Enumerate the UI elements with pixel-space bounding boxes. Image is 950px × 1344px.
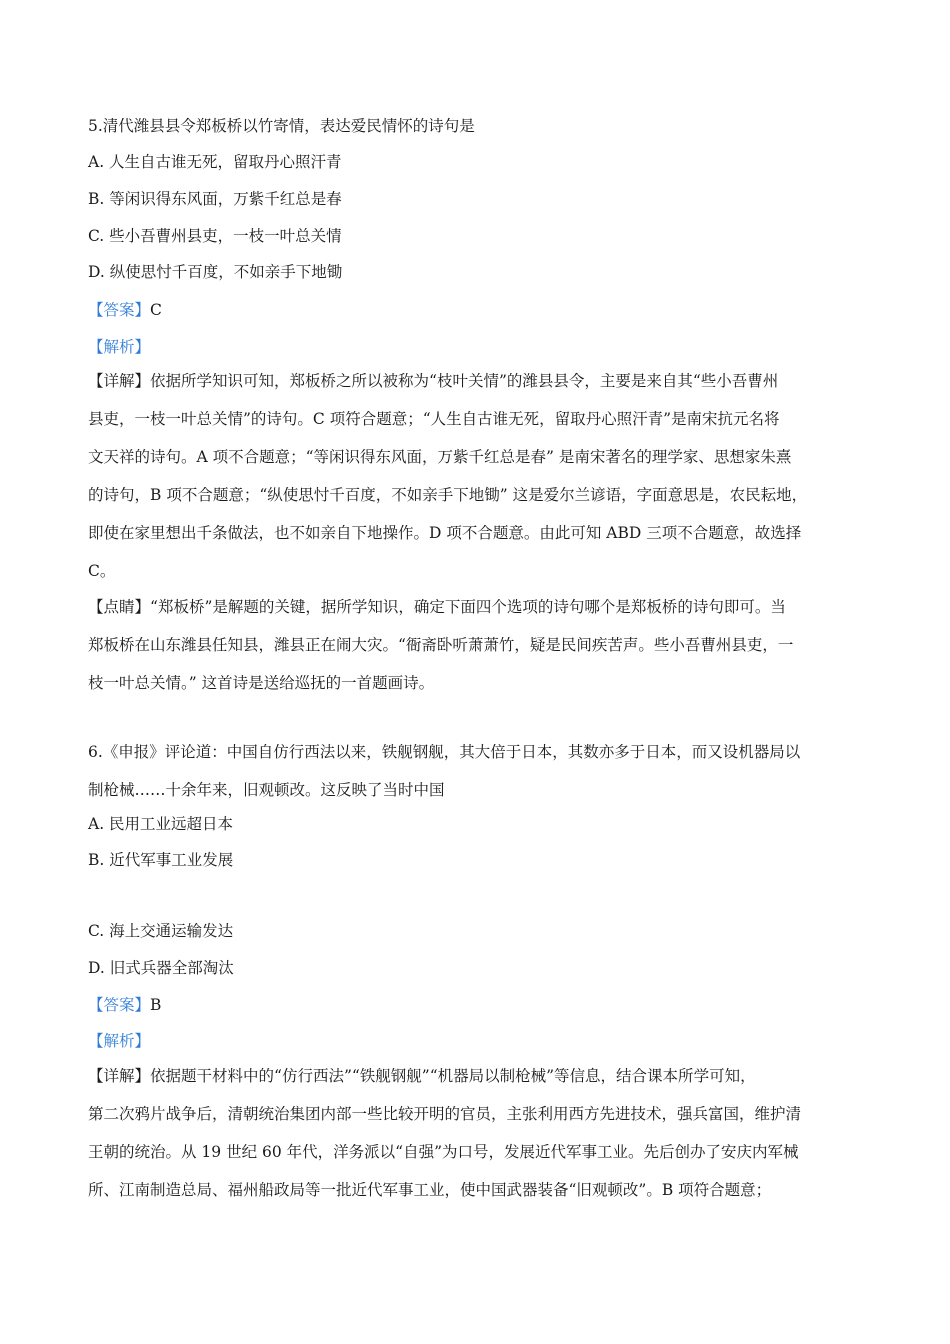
q6-detail-line-2: 第二次鸦片战争后，清朝统治集团内部一些比较开明的官员，主张利用西方先进技术，强兵富国，维护清 — [88, 1105, 802, 1123]
q5-point-text-1: “郑板桥”是解题的关键，据所学知识，确定下面四个选项的诗句哪个是郑板桥的诗句即可。当 — [150, 598, 786, 616]
q5-detail-line-3: 文天祥的诗句。A 项不合题意；“等闲识得东风面，万紫千红总是春” 是南宋著名的理学家、思想家朱熹 — [88, 448, 792, 466]
q6-answer-line — [88, 995, 161, 1015]
q5-answer-tag: 【答案】 — [88, 301, 151, 319]
q6-detail-line-1 — [88, 1066, 756, 1086]
q5-option-c: C. 些小吾曹州县吏，一枝一叶总关情 — [88, 227, 342, 245]
q6-answer-tag: 【答案】 — [88, 996, 151, 1014]
q5-detail-line-6: C。 — [88, 562, 116, 580]
q5-point-line-3: 枝一叶总关情。” 这首诗是送给巡抚的一首题画诗。 — [88, 674, 435, 692]
q6-option-c: C. 海上交通运输发达 — [88, 922, 234, 940]
q6-detail-line-4: 所、江南制造总局、福州船政局等一批近代军事工业，使中国武器装备“旧观顿改”。B 项符合题意； — [88, 1181, 772, 1199]
q6-option-b: B. 近代军事工业发展 — [88, 851, 234, 869]
q6-option-a: A. 民用工业远超日本 — [88, 815, 234, 833]
q5-detail-line-5: 即使在家里想出千条做法，也不如亲自下地操作。D 项不合题意。由此可知 ABD 三项不合题意，故选择 — [88, 524, 802, 542]
q5-answer-value: C — [150, 301, 162, 319]
q5-analysis-tag: 【解析】 — [88, 338, 151, 356]
q6-stem-line-1: 6.《申报》评论道：中国自仿行西法以来，铁舰钢舰，其大倍于日本，其数亦多于日本，而又设机器局以 — [88, 743, 801, 761]
q5-option-a: A. 人生自古谁无死，留取丹心照汗青 — [88, 153, 342, 171]
q6-detail-line-3: 王朝的统治。从 19 世纪 60 年代，洋务派以“自强”为口号，发展近代军事工业。先后创办了安庆内军械 — [88, 1143, 799, 1161]
q5-point-line-2: 郑板桥在山东潍县任知县，潍县正在闹大灾。“衙斋卧听萧萧竹，疑是民间疾苦声。些小吾曹州县吏，一 — [88, 636, 794, 654]
q5-detail-line-1 — [88, 371, 778, 391]
q6-analysis-tag: 【解析】 — [88, 1032, 151, 1050]
q5-detail-line-2: 县吏，一枝一叶总关情”的诗句。C 项符合题意；“人生自古谁无死，留取丹心照汗青”是南宋抗元名将 — [88, 410, 780, 428]
q5-option-b: B. 等闲识得东风面，万紫千红总是春 — [88, 190, 342, 208]
q5-point-line-1 — [88, 597, 786, 617]
q5-stem: 5.清代潍县县令郑板桥以竹寄情，表达爱民情怀的诗句是 — [88, 117, 475, 135]
q5-answer-line — [88, 300, 162, 320]
q6-stem-line-2: 制枪械……十余年来，旧观顿改。这反映了当时中国 — [88, 781, 445, 799]
q6-detail-text-1: 依据题干材料中的“仿行西法”“铁舰钢舰”“机器局以制枪械”等信息，结合课本所学可知， — [150, 1067, 756, 1085]
q6-detail-tag: 【详解】 — [88, 1067, 151, 1085]
q6-option-d: D. 旧式兵器全部淘汰 — [88, 959, 234, 977]
q6-answer-value: B — [150, 996, 162, 1014]
q5-detail-text-1: 依据所学知识可知，郑板桥之所以被称为“枝叶关情”的潍县县令，主要是来自其“些小吾曹州 — [150, 372, 779, 390]
q5-detail-line-4: 的诗句，B 项不合题意；“纵使思忖千百度，不如亲手下地锄” 这是爱尔兰谚语，字面意思是，农民耘地， — [88, 486, 808, 504]
q5-detail-tag: 【详解】 — [88, 372, 151, 390]
q5-point-tag: 【点睛】 — [88, 598, 151, 616]
q5-option-d: D. 纵使思忖千百度，不如亲手下地锄 — [88, 263, 343, 281]
